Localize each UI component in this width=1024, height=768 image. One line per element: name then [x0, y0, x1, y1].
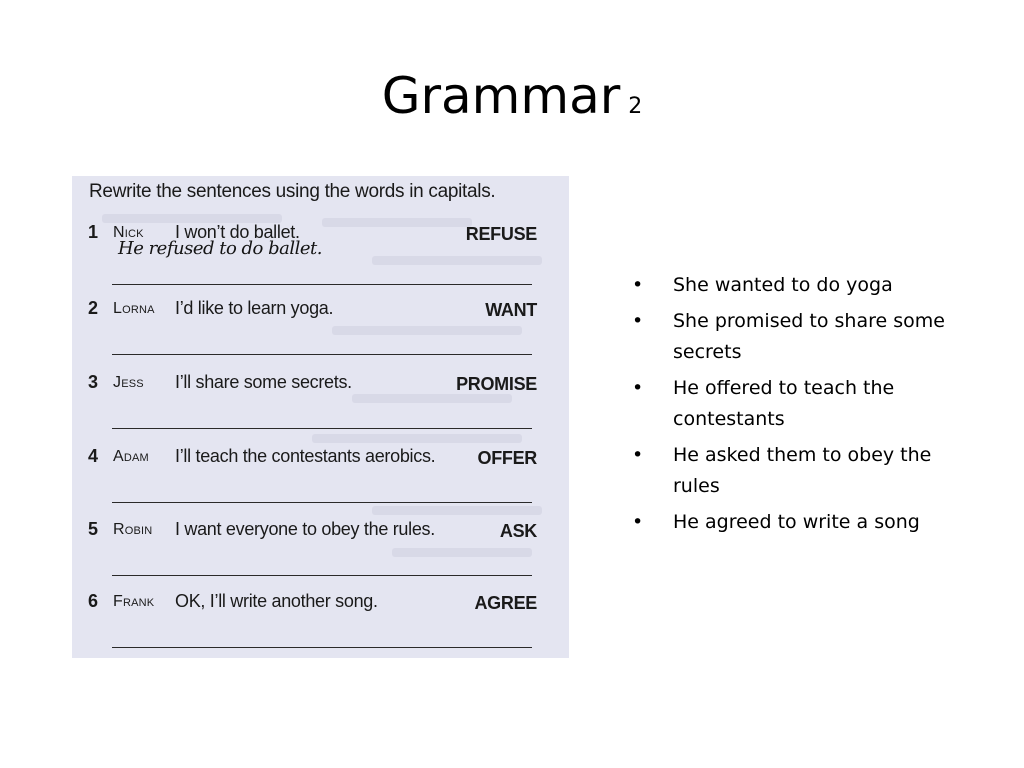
item-number: 6: [88, 591, 99, 611]
item-sentence: I’ll share some secrets.: [175, 372, 352, 392]
item-number: 3: [88, 372, 99, 392]
worksheet-item: [72, 372, 569, 446]
bullet-icon: •: [632, 310, 644, 332]
answers-bullet-list: [632, 270, 972, 543]
item-capital-word: WANT: [485, 300, 537, 320]
answer-line: [112, 354, 532, 355]
item-capital-word: AGREE: [474, 593, 537, 613]
list-item-text: She wanted to do yoga: [673, 274, 893, 296]
list-item-text: He offered to teach the contestants: [673, 377, 895, 430]
answer-line: [112, 428, 532, 429]
item-speaker: Nick: [113, 224, 144, 241]
list-item: [632, 270, 972, 301]
bullet-icon: •: [632, 444, 644, 466]
list-item-text: He agreed to write a song: [673, 511, 920, 533]
slide-title-number: 2: [628, 94, 643, 119]
item-number: 1: [88, 222, 99, 242]
worksheet-instruction: Rewrite the sentences using the words in capitals.: [89, 181, 496, 202]
item-capital-word: OFFER: [477, 448, 537, 468]
item-number: 2: [88, 298, 99, 318]
item-handwritten-answer: He refused to do ballet.: [118, 238, 322, 259]
item-sentence: I’d like to learn yoga.: [175, 298, 334, 318]
item-sentence: OK, I’ll write another song.: [175, 591, 378, 611]
answer-line: [112, 647, 532, 648]
list-item-text: She promised to share some secrets: [673, 310, 945, 363]
list-item: [632, 306, 972, 368]
item-capital-word: REFUSE: [465, 224, 537, 244]
list-item: [632, 507, 972, 538]
item-number: 5: [88, 519, 99, 539]
worksheet-item: [72, 298, 569, 372]
list-item: [632, 440, 972, 502]
item-capital-word: ASK: [499, 521, 537, 541]
item-speaker: Adam: [113, 448, 149, 465]
worksheet-item: [72, 222, 569, 296]
worksheet-image: [72, 176, 569, 658]
answer-line: [112, 575, 532, 576]
item-speaker: Jess: [113, 374, 144, 391]
answer-line: [112, 284, 532, 285]
slide-title: [0, 60, 1024, 143]
bullet-icon: •: [632, 274, 644, 296]
bullet-icon: •: [632, 377, 644, 399]
item-sentence: I want everyone to obey the rules.: [175, 519, 435, 539]
worksheet-item: [72, 519, 569, 593]
worksheet-item: [72, 591, 569, 658]
answer-line: [112, 502, 532, 503]
item-capital-word: PROMISE: [456, 374, 537, 394]
item-speaker: Frank: [113, 593, 155, 610]
item-sentence: I won’t do ballet.: [175, 222, 300, 242]
list-item: [632, 373, 972, 435]
item-number: 4: [88, 446, 99, 466]
item-speaker: Robin: [113, 521, 153, 538]
worksheet-item: [72, 446, 569, 520]
slide-title-text: Grammar: [381, 67, 621, 125]
item-sentence: I’ll teach the contestants aerobics.: [175, 446, 436, 466]
list-item-text: He asked them to obey the rules: [673, 444, 932, 497]
item-speaker: Lorna: [113, 300, 155, 317]
bullet-icon: •: [632, 511, 644, 533]
